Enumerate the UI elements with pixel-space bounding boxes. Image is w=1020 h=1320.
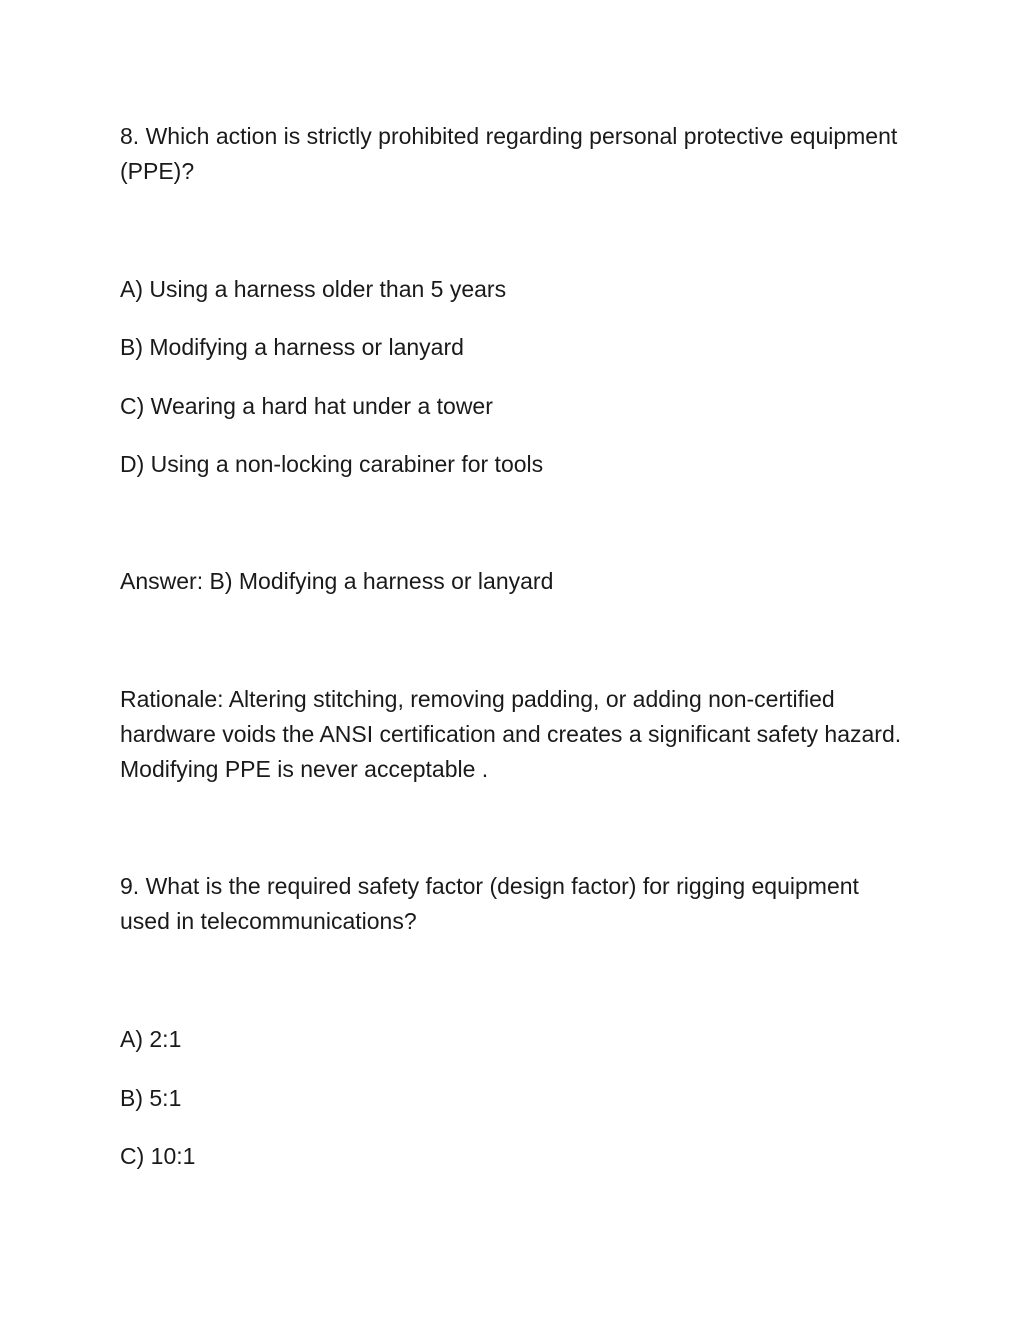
question-8-prompt: 8. Which action is strictly prohibited regarding personal protective equipment (PPE)?	[120, 123, 898, 184]
question-8-option-b: B) Modifying a harness or lanyard	[120, 334, 464, 360]
question-8-answer: Answer: B) Modifying a harness or lanyard	[120, 568, 554, 594]
question-8-rationale: Rationale: Altering stitching, removing padding, or adding non-certified hardware voids the ANSI certification and creates a significant safety hazard. Modifying PPE is never acceptable .	[120, 686, 902, 782]
question-9-option-b: B) 5:1	[120, 1085, 182, 1111]
question-8-option-a: A) Using a harness older than 5 years	[120, 276, 507, 302]
question-9-option-c: C) 10:1	[120, 1143, 196, 1169]
question-9-prompt: 9. What is the required safety factor (design factor) for rigging equipment used in telecommunications?	[120, 873, 859, 934]
question-9-option-a: A) 2:1	[120, 1026, 182, 1052]
question-8-option-d: D) Using a non-locking carabiner for tools	[120, 451, 544, 477]
question-8-option-c: C) Wearing a hard hat under a tower	[120, 393, 493, 419]
